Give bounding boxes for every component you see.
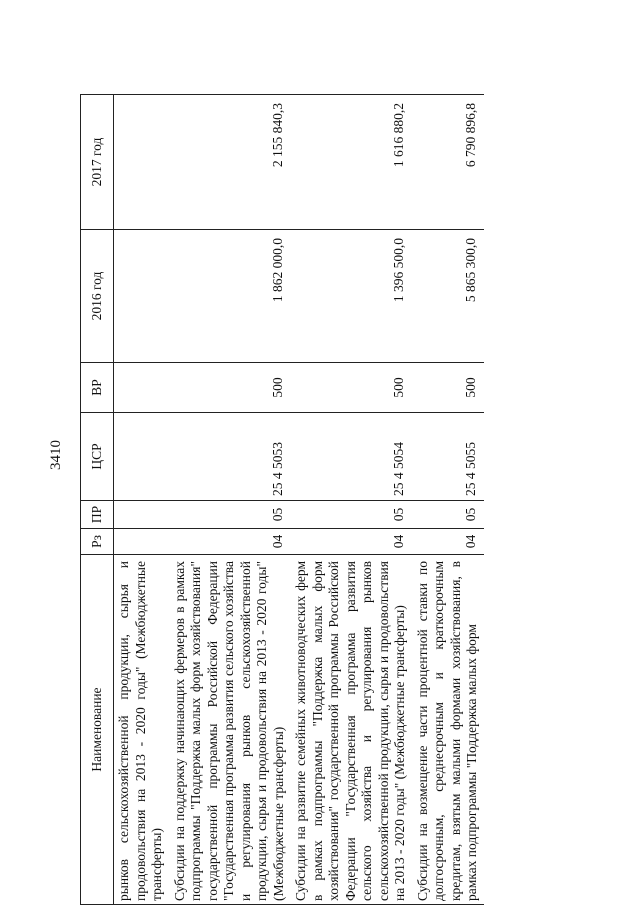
row-csr: 25 4 5055: [412, 413, 484, 501]
row-name: Субсидии на возмещение части процентной ставки по долгосрочным, среднесрочным и краткосрочным кредитам, взятым малыми формами хозяйствования, в рамках подпрограммы "Поддержка малых форм: [412, 555, 484, 905]
row-name: рынков сельскохозяйственной продукции, сырья и продовольствия на 2013 - 2020 годы" (Межбюджетные трансферты): [114, 555, 169, 905]
row-rz: [114, 529, 169, 555]
row-name: Субсидии на развитие семейных животноводческих ферм в рамках подпрограммы "Поддержка малых форм хозяйствования" государственной программы Российской Федерации "Государственная программа развития сельского хозяйства и регулирования рынков сельскохозяйственной продукции, сырья и продовольствия на 2013 - 2020 годы" (Межбюджетные трансферты): [290, 555, 412, 905]
table-row: [290, 95, 412, 905]
row-rz: 04: [412, 529, 484, 555]
row-2017: 2 155 840,3: [169, 95, 291, 230]
row-rz: 04: [290, 529, 412, 555]
row-pr: 05: [412, 501, 484, 529]
table-row: [412, 95, 484, 905]
row-2016: [114, 230, 169, 363]
row-pr: 05: [169, 501, 291, 529]
table-header-row: [81, 95, 114, 905]
header-pr: ПР: [81, 501, 114, 529]
header-2016: 2016 год: [81, 230, 114, 363]
row-2017: 1 616 880,2: [290, 95, 412, 230]
row-rz: 04: [169, 529, 291, 555]
row-2017: [114, 95, 169, 230]
header-name: Наименование: [81, 555, 114, 905]
header-vr: ВР: [81, 363, 114, 413]
row-vr: [114, 363, 169, 413]
header-rz: Рз: [81, 529, 114, 555]
row-pr: 05: [290, 501, 412, 529]
row-csr: 25 4 5054: [290, 413, 412, 501]
row-csr: [114, 413, 169, 501]
row-vr: 500: [412, 363, 484, 413]
row-name: Субсидии на поддержку начинающих фермеров в рамках подпрограммы "Поддержка малых форм хозяйствования" государственной программы Российской Федерации "Государственная программа развития сельского хозяйства и регулирования рынков сельскохозяйственной продукции, сырья и продовольствия на 2013 - 2020 годы" (Межбюджетные трансферты): [169, 555, 291, 905]
page-number: 3410: [48, 440, 64, 470]
header-csr: ЦСР: [81, 413, 114, 501]
row-2016: 1 396 500,0: [290, 230, 412, 363]
rotated-page-content: [80, 95, 580, 905]
header-2017: 2017 год: [81, 95, 114, 230]
row-2017: 6 790 896,8: [412, 95, 484, 230]
table-row: [114, 95, 169, 905]
row-vr: 500: [169, 363, 291, 413]
row-pr: [114, 501, 169, 529]
row-csr: 25 4 5053: [169, 413, 291, 501]
row-2016: 1 862 000,0: [169, 230, 291, 363]
budget-table: [80, 94, 484, 905]
row-2016: 5 865 300,0: [412, 230, 484, 363]
row-vr: 500: [290, 363, 412, 413]
table-row: [169, 95, 291, 905]
